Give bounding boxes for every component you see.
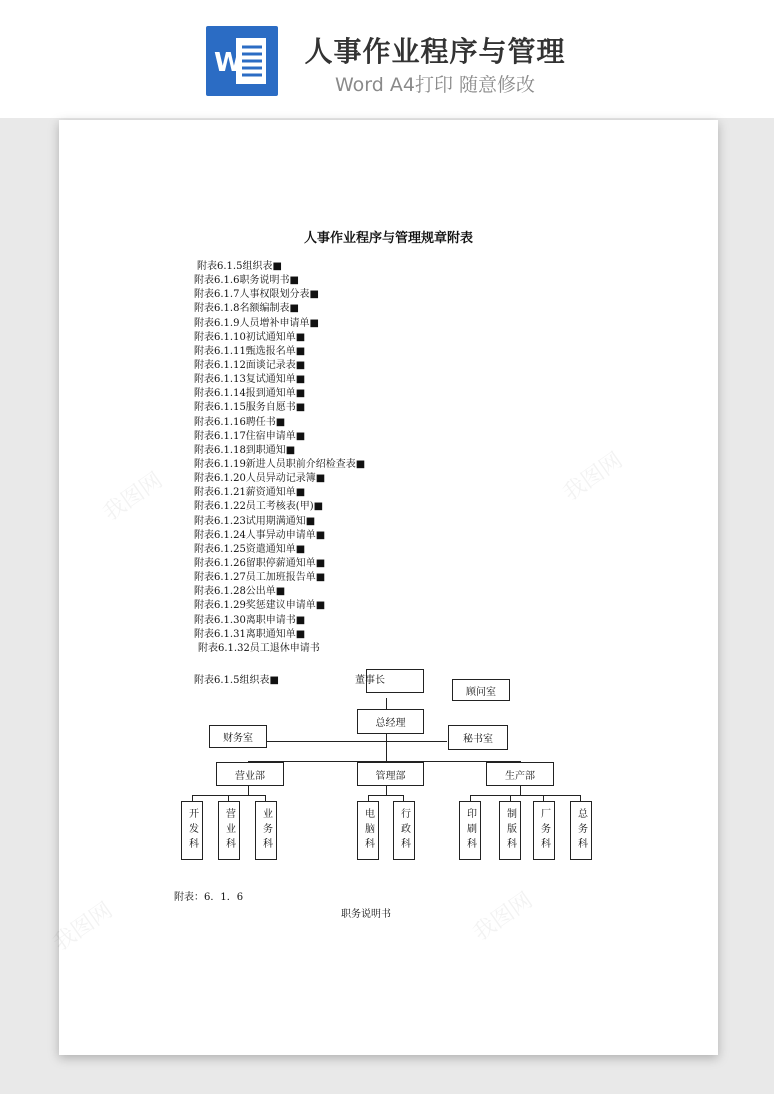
list-item: 附表6.1.14报到通知单■ <box>194 388 306 400</box>
org-unit-general-affairs: 总务科 <box>570 801 592 860</box>
list-item: 附表6.1.21薪资通知单■ <box>194 487 306 499</box>
connector-line <box>192 795 266 796</box>
list-item: 附表6.1.28公出单■ <box>194 586 286 598</box>
list-item: 附表6.1.18到职通知■ <box>194 444 296 456</box>
list-item: 附表6.1.17住宿申请单■ <box>194 430 306 442</box>
watermark: 我图网 <box>468 887 538 947</box>
org-unit-development: 开发科 <box>181 801 203 860</box>
connector-line <box>386 733 387 761</box>
list-item: 附表6.1.25资遣通知单■ <box>194 543 306 555</box>
list-item: 附表6.1.27员工加班报告单■ <box>194 572 326 584</box>
list-item: 附表6.1.19新进人员职前介绍检查表■ <box>194 458 366 470</box>
list-item: 附表6.1.11甄选报名单■ <box>194 345 306 357</box>
list-item: 附表6.1.26留职停薪通知单■ <box>194 557 326 569</box>
connector-line <box>470 795 580 796</box>
list-item: 附表6.1.29奖惩建议申请单■ <box>194 600 326 612</box>
connector-line <box>386 785 387 795</box>
org-unit-administration: 行政科 <box>393 801 415 860</box>
svg-text:W: W <box>214 48 243 78</box>
document-title: 人事作业程序与管理规章附表 <box>303 231 473 246</box>
list-item: 附表6.1.23试用期满通知■ <box>194 515 316 527</box>
job-description-title: 职务说明书 <box>341 909 391 920</box>
org-unit-plate-making: 制版科 <box>499 801 521 860</box>
list-item: 附表6.1.9人员增补申请单■ <box>194 317 319 329</box>
org-chart-label: 附表6.1.5组织表■ <box>194 675 279 686</box>
list-item: 附表6.1.16聘任书■ <box>194 416 286 428</box>
watermark: 我图网 <box>558 447 628 507</box>
header-subtitle: Word A4打印 随意修改 <box>334 74 535 96</box>
watermark: 我图网 <box>98 467 168 527</box>
org-node-chairman: 董事长 <box>366 669 424 693</box>
org-node-sales-dept: 营业部 <box>216 762 284 786</box>
org-node-production-dept: 生产部 <box>486 762 554 786</box>
org-node-advisor: 顾问室 <box>452 679 510 701</box>
org-node-admin-dept: 管理部 <box>357 762 424 786</box>
watermark: 我图网 <box>48 897 118 957</box>
org-node-finance: 财务室 <box>209 725 267 748</box>
list-item: 附表6.1.30离职申请书■ <box>194 614 306 626</box>
org-unit-sales: 营业科 <box>218 801 240 860</box>
header-banner <box>0 0 774 118</box>
list-item: 附表6.1.24人事异动申请单■ <box>194 529 326 541</box>
appendix-label: 附表：6．1．6 <box>174 892 244 903</box>
header-title: 人事作业程序与管理 <box>304 35 566 68</box>
list-item: 附表6.1.12面谈记录表■ <box>194 359 306 371</box>
list-item: 附表6.1.32员工退休申请书 <box>198 642 320 654</box>
list-item: 附表6.1.20人员异动记录簿■ <box>194 473 326 485</box>
document-page <box>48 120 718 1055</box>
word-app-icon <box>206 26 278 96</box>
list-item: 附表6.1.31离职通知单■ <box>194 628 306 640</box>
list-item: 附表6.1.7人事权限划分表■ <box>194 289 319 301</box>
list-item: 附表6.1.8名额编制表■ <box>194 303 299 315</box>
connector-line <box>248 785 249 795</box>
org-node-secretary: 秘书室 <box>448 725 508 750</box>
connector-line <box>368 795 404 796</box>
org-unit-printing: 印刷科 <box>459 801 481 860</box>
connector-line <box>520 785 521 795</box>
list-item: 附表6.1.5组织表■ <box>197 261 282 272</box>
list-item: 附表6.1.22员工考核表(甲)■ <box>194 501 324 513</box>
org-node-general-manager: 总经理 <box>357 709 424 734</box>
list-item: 附表6.1.13复试通知单■ <box>194 374 306 386</box>
list-item: 附表6.1.15服务自愿书■ <box>194 402 306 414</box>
list-item: 附表6.1.6职务说明书■ <box>194 275 299 287</box>
connector-line <box>266 741 447 742</box>
org-unit-computer: 电脑科 <box>357 801 379 860</box>
appendix-list <box>194 260 365 656</box>
org-unit-factory: 厂务科 <box>533 801 555 860</box>
org-unit-business: 业务科 <box>255 801 277 860</box>
list-item: 附表6.1.10初试通知单■ <box>194 331 306 343</box>
